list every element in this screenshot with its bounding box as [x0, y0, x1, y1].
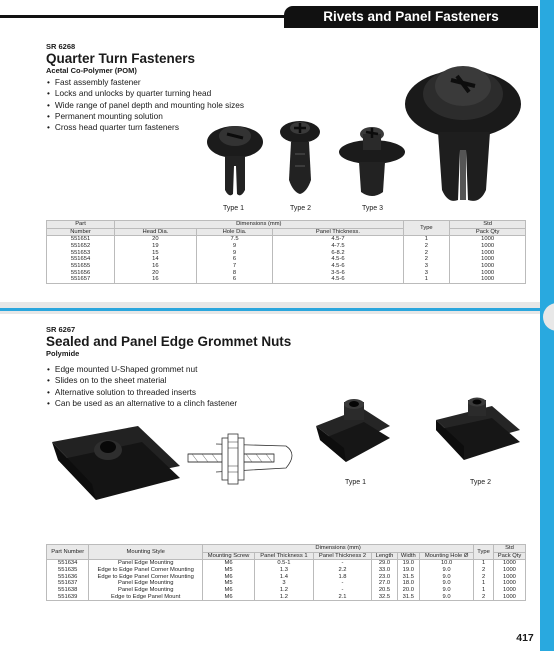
section2-subtitle: Polymide: [46, 349, 80, 358]
table-cell: 7: [196, 263, 273, 270]
table-cell: 2.2: [313, 567, 372, 574]
table-cell: Panel Edge Mounting: [89, 587, 203, 594]
table-cell: 1000: [450, 250, 526, 257]
table-row: [47, 250, 526, 257]
table-cell: 23.0: [372, 574, 397, 581]
table-cell: 1.8: [313, 574, 372, 581]
table2-header-panel-thickness-1: Panel Thickness 1: [255, 552, 314, 560]
table-cell: 3-5-6: [273, 270, 403, 277]
table-cell: 1000: [450, 236, 526, 243]
feature-item: • Can be used as an alternative to a clinch fastener: [47, 398, 237, 409]
section-divider: [0, 302, 540, 314]
table-row: [47, 276, 526, 283]
section1-caption-type1: Type 1: [223, 205, 245, 212]
table-row: [47, 256, 526, 263]
table-cell: 551655: [47, 263, 115, 270]
table-cell: 4.5-6: [273, 276, 403, 283]
table-cell: 4.5-6: [273, 263, 403, 270]
table-cell: 9.0: [419, 574, 473, 581]
table-cell: 19.0: [397, 567, 419, 574]
table-cell: 1000: [450, 263, 526, 270]
quarter-turn-fastener-large-image: [402, 40, 524, 210]
table2-header-pack-qty: Pack Qty: [493, 552, 525, 560]
table1-header-hole-dia: Hole Dia.: [196, 228, 273, 236]
table-cell: M6: [202, 587, 254, 594]
table-cell: 1000: [493, 587, 525, 594]
table-cell: 6-8.2: [273, 250, 403, 257]
table-cell: 1000: [450, 243, 526, 250]
table-cell: 14: [115, 256, 197, 263]
table-cell: 551639: [47, 594, 89, 601]
table-cell: 551653: [47, 250, 115, 257]
table-cell: 2: [474, 594, 494, 601]
table2-header-mounting-style: Mounting Style: [89, 545, 203, 560]
table-cell: 6: [196, 256, 273, 263]
table-cell: 1.2: [255, 587, 314, 594]
table-cell: 551637: [47, 580, 89, 587]
grommet-nut-large-image: [46, 420, 184, 510]
section1-code: SR 6268: [46, 42, 76, 51]
table1-header-part: Part: [47, 221, 115, 229]
table-row: [47, 587, 526, 594]
section2-caption-type1: Type 1: [345, 479, 367, 486]
section2-feature-list: [47, 364, 237, 409]
section1-spec-table: [46, 220, 526, 284]
quarter-turn-fastener-type2-image: [277, 118, 323, 200]
table-cell: 2: [474, 574, 494, 581]
table-cell: 551638: [47, 587, 89, 594]
table-cell: 16: [115, 276, 197, 283]
page-number: 417: [510, 626, 540, 651]
table-cell: 9: [196, 243, 273, 250]
table-cell: 9.0: [419, 567, 473, 574]
table-cell: 2: [403, 250, 450, 257]
table-cell: 1: [474, 580, 494, 587]
table-cell: 551634: [47, 560, 89, 567]
table-cell: 9.0: [419, 587, 473, 594]
section2-code: SR 6267: [46, 325, 76, 334]
table-cell: M5: [202, 567, 254, 574]
table1-header-pack-qty: Pack Qty: [450, 228, 526, 236]
table-cell: 551652: [47, 243, 115, 250]
table-cell: 20: [115, 236, 197, 243]
section2-title: Sealed and Panel Edge Grommet Nuts: [46, 334, 292, 349]
table-cell: 551636: [47, 574, 89, 581]
table-cell: 1: [403, 236, 450, 243]
table-row: [47, 236, 526, 243]
table-cell: 4-7.5: [273, 243, 403, 250]
table-cell: 1: [474, 587, 494, 594]
section1-caption-type3: Type 3: [362, 205, 384, 212]
feature-item: • Slides on to the sheet material: [47, 375, 237, 386]
table-cell: 27.0: [372, 580, 397, 587]
section1-caption-type2: Type 2: [290, 205, 312, 212]
table-cell: 551654: [47, 256, 115, 263]
table-cell: 2: [474, 567, 494, 574]
section1-title: Quarter Turn Fasteners: [46, 51, 196, 66]
table-cell: 1: [474, 560, 494, 567]
feature-item: • Permanent mounting solution: [47, 111, 244, 122]
section2-spec-table: [46, 544, 526, 601]
quarter-turn-fastener-type3-image: [337, 120, 407, 202]
table2-header-type: Type: [474, 545, 494, 560]
table-cell: 3: [255, 580, 314, 587]
header-rule: [0, 15, 300, 18]
table-row: [47, 560, 526, 567]
grommet-nut-type2-image: [432, 396, 524, 470]
table-cell: 1.3: [255, 567, 314, 574]
table-cell: 9.0: [419, 594, 473, 601]
table-cell: 31.5: [397, 594, 419, 601]
table2-header-std: Std: [493, 545, 525, 553]
table-cell: 31.5: [397, 574, 419, 581]
table-cell: 1.2: [255, 594, 314, 601]
table-cell: 9: [196, 250, 273, 257]
table-cell: Panel Edge Mounting: [89, 580, 203, 587]
feature-item: • Locks and unlocks by quarter turning head: [47, 88, 244, 99]
quarter-turn-fastener-type1-image: [205, 120, 265, 202]
table-row: [47, 243, 526, 250]
table1-header-panel-thickness: Panel Thickness.: [273, 228, 403, 236]
table-cell: 2.1: [313, 594, 372, 601]
table-cell: 19: [115, 243, 197, 250]
table-cell: 1000: [450, 270, 526, 277]
table-cell: M6: [202, 560, 254, 567]
table-cell: 18.0: [397, 580, 419, 587]
feature-item: • Cross head quarter turn fasteners: [47, 122, 244, 133]
section2-caption-type2: Type 2: [470, 479, 492, 486]
table-cell: Panel Edge Mounting: [89, 560, 203, 567]
table-cell: 20: [115, 270, 197, 277]
table-cell: Edge to Edge Panel Corner Mounting: [89, 567, 203, 574]
table-cell: 1000: [493, 567, 525, 574]
table-row: [47, 574, 526, 581]
table-cell: 20.5: [372, 587, 397, 594]
table2-header-width: Width: [397, 552, 419, 560]
table-cell: 1000: [450, 276, 526, 283]
table-row: [47, 270, 526, 277]
table-cell: 551651: [47, 236, 115, 243]
table-cell: 6: [196, 276, 273, 283]
table-cell: -: [313, 560, 372, 567]
feature-item: • Edge mounted U-Shaped grommet nut: [47, 364, 237, 375]
table1-header-head-dia: Head Dia.: [115, 228, 197, 236]
table-cell: 1: [403, 276, 450, 283]
table2-header-mounting-hole: Mounting Hole Ø: [419, 552, 473, 560]
table-cell: 8: [196, 270, 273, 277]
table-cell: 3: [403, 270, 450, 277]
feature-item: • Wide range of panel depth and mounting hole sizes: [47, 100, 244, 111]
table-cell: M6: [202, 594, 254, 601]
table-row: [47, 263, 526, 270]
table-cell: Edge to Edge Panel Corner Mounting: [89, 574, 203, 581]
table-cell: 9.0: [419, 580, 473, 587]
table-cell: M6: [202, 574, 254, 581]
table2-header-panel-thickness-2: Panel Thickness 2: [313, 552, 372, 560]
table-row: [47, 594, 526, 601]
page-header-title: Rivets and Panel Fasteners: [284, 6, 538, 28]
table-cell: 2: [403, 243, 450, 250]
table2-header-part-number: Part Number: [47, 545, 89, 560]
table-cell: 32.5: [372, 594, 397, 601]
table-cell: 551635: [47, 567, 89, 574]
table-cell: 1000: [493, 560, 525, 567]
table2-header-mounting-screw: Mounting Screw: [202, 552, 254, 560]
table-cell: 2: [403, 256, 450, 263]
feature-item: • Alternative solution to threaded inserts: [47, 387, 237, 398]
table-row: [47, 580, 526, 587]
table-cell: 20.0: [397, 587, 419, 594]
table-cell: 551657: [47, 276, 115, 283]
table-cell: 1000: [450, 256, 526, 263]
table-cell: M5: [202, 580, 254, 587]
table-cell: 29.0: [372, 560, 397, 567]
table-cell: 15: [115, 250, 197, 257]
table-cell: 10.0: [419, 560, 473, 567]
feature-item: • Fast assembly fastener: [47, 77, 244, 88]
table-cell: 4.5-7: [273, 236, 403, 243]
table-cell: 3: [403, 263, 450, 270]
table-row: [47, 567, 526, 574]
table-cell: 16: [115, 263, 197, 270]
table-cell: 33.0: [372, 567, 397, 574]
table-cell: 1000: [493, 594, 525, 601]
table1-header-std: Std: [450, 221, 526, 229]
table2-header-dimensions: Dimensions (mm): [202, 545, 473, 553]
table-cell: Edge to Edge Panel Mount: [89, 594, 203, 601]
table-cell: 1.4: [255, 574, 314, 581]
table-cell: -: [313, 580, 372, 587]
table-cell: -: [313, 587, 372, 594]
table-cell: 1000: [493, 580, 525, 587]
table2-header-length: Length: [372, 552, 397, 560]
table-cell: 7.5: [196, 236, 273, 243]
grommet-nut-mounting-diagram: [186, 432, 304, 488]
grommet-nut-type1-image: [310, 396, 394, 470]
table-cell: 1000: [493, 574, 525, 581]
table-cell: 551656: [47, 270, 115, 277]
table1-header-number: Number: [47, 228, 115, 236]
table-cell: 19.0: [397, 560, 419, 567]
table1-header-dimensions: Dimensions (mm): [115, 221, 404, 229]
section1-subtitle: Acetal Co-Polymer (POM): [46, 66, 137, 75]
table1-header-type: Type: [403, 221, 450, 236]
table-cell: 0.5-1: [255, 560, 314, 567]
table-cell: 4.5-6: [273, 256, 403, 263]
